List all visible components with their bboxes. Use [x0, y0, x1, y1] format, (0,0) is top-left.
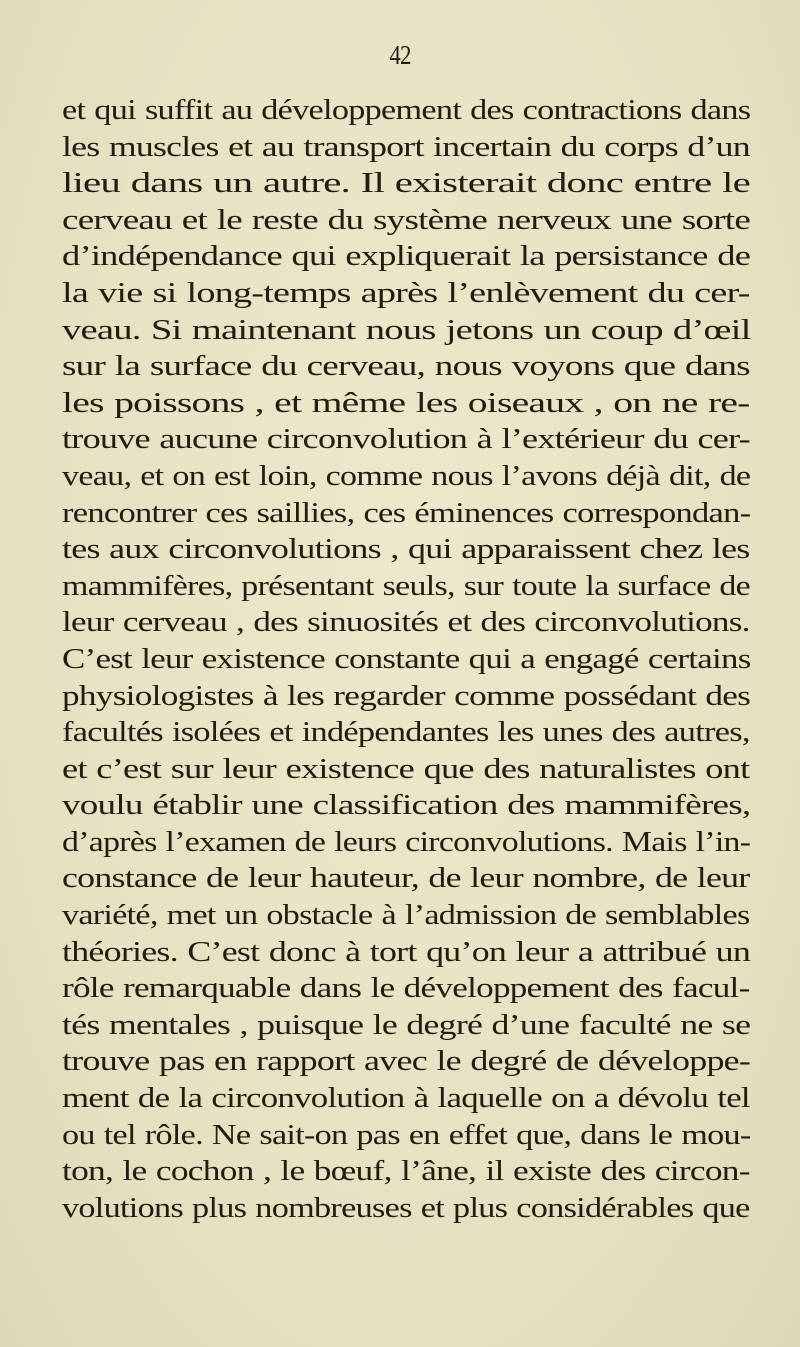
text-line: la vie si long-temps après l’enlèvement du cer- — [62, 276, 750, 309]
text-line: veau, et on est loin, comme nous l’avons déjà dit, de — [62, 459, 751, 492]
page-number: 42 — [389, 40, 411, 70]
text-line: d’indépendance qui expliquerait la persistance de — [62, 240, 751, 273]
text-line: et qui suffit au développement des contractions dans — [62, 94, 751, 126]
text-line: les muscles et au transport incertain du corps d’un — [62, 130, 750, 163]
text-line: cerveau et le reste du système nerveux une sorte — [62, 203, 751, 236]
text-line: volutions plus nombreuses et plus considérables que — [62, 1191, 750, 1224]
text-line: lieu dans un autre. Il existerait donc entre le — [62, 167, 750, 200]
text-line: tes aux circonvolutions , qui apparaissent chez les — [62, 533, 750, 566]
text-line: rencontrer ces saillies, ces éminences correspondan- — [62, 496, 751, 529]
text-line: facultés isolées et indépendantes les unes des autres, — [62, 716, 750, 749]
text-line: voulu établir une classification des mammifères, — [62, 789, 751, 822]
text-line: physiologistes à les regarder comme possédant des — [62, 679, 751, 712]
text-line: variété, met un obstacle à l’admission de semblables — [62, 899, 750, 932]
text-line: C’est leur existence constante qui a engagé certains — [62, 642, 751, 675]
text-line: tés mentales , puisque le degré d’une faculté ne se — [62, 1008, 751, 1041]
text-line: rôle remarquable dans le développement des facul- — [62, 972, 750, 1005]
text-line: trouve aucune circonvolution à l’extérieur du cer- — [62, 423, 750, 456]
text-line: d’après l’examen de leurs circonvolutions. Mais l’in- — [62, 825, 751, 858]
text-line: leur cerveau , des sinuosités et des circonvolutions. — [62, 606, 750, 639]
text-line: ton, le cochon , le bœuf, l’âne, il existe des circon- — [62, 1155, 750, 1188]
text-line: et c’est sur leur existence que des naturalistes ont — [62, 752, 750, 785]
text-line: constance de leur hauteur, de leur nombre, de leur — [62, 862, 750, 895]
text-line: sur la surface du cerveau, nous voyons que dans — [62, 350, 750, 383]
text-line: ou tel rôle. Ne sait-on pas en effet que, dans le mou- — [62, 1118, 751, 1151]
text-line: les poissons , et même les oiseaux , on ne re- — [62, 386, 750, 419]
text-line: ment de la circonvolution à laquelle on a dévolu tel — [62, 1082, 750, 1115]
body-text — [62, 92, 750, 1226]
text-line: trouve pas en rapport avec le degré de développe- — [62, 1045, 751, 1078]
text-line: théories. C’est donc à tort qu’on leur a attribué un — [62, 935, 751, 968]
text-line: mammifères, présentant seuls, sur toute la surface de — [62, 569, 751, 602]
text-line: veau. Si maintenant nous jetons un coup d’œil — [62, 313, 751, 346]
